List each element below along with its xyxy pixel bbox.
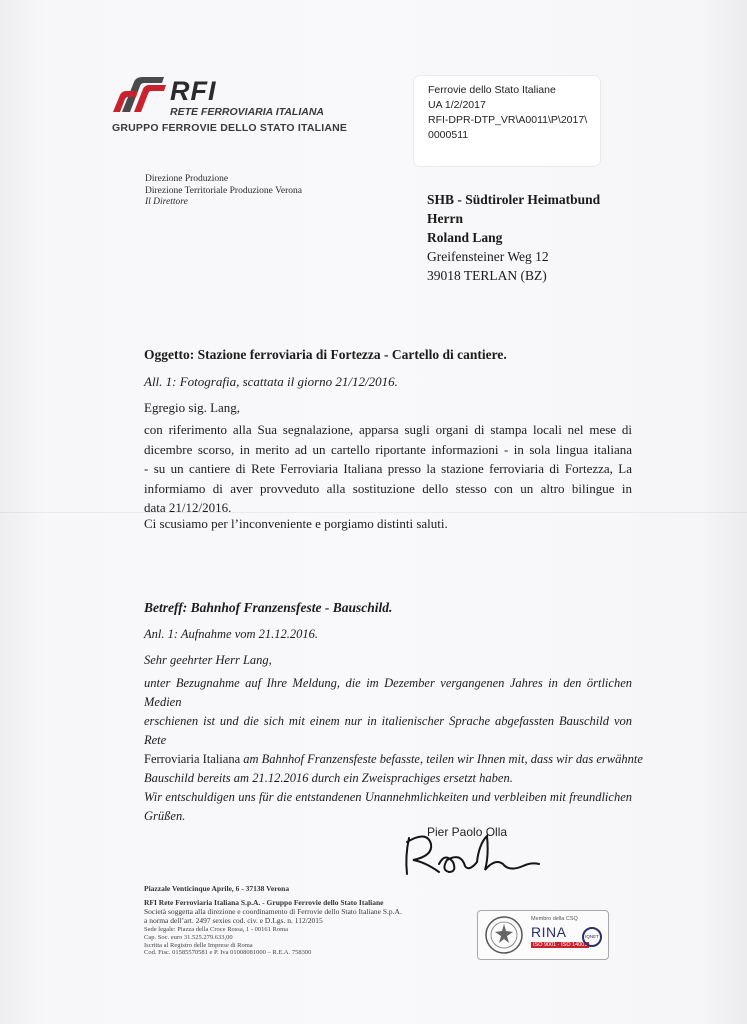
recipient-org: SHB - Südtiroler Heimatbund: [427, 192, 601, 207]
iqnet-icon: IQNET: [582, 927, 602, 947]
footer-tax: Cod. Fisc. 01585570581 e P. Iva 01008081000 – R.E.A. 758300: [144, 949, 312, 957]
recipient-name: Roland Lang: [427, 230, 503, 245]
certification-badge: [477, 910, 609, 960]
german-greeting: Sehr geehrter Herr Lang,: [144, 653, 272, 667]
footer-register: Iscritta al Registro delle Imprese di Roma: [144, 941, 253, 949]
german-org-name: Ferroviaria Italiana: [144, 752, 241, 766]
certification-iso: ISO 9001 · ISO 14001: [533, 942, 588, 948]
footer-company: RFI Rete Ferroviaria Italiana S.p.A. - Gruppo Ferrovie dello Stato Italiane: [144, 898, 384, 907]
recipient-city: 39018 TERLAN (BZ): [427, 268, 547, 283]
italian-attachment: All. 1: Fotografia, scattata il giorno 21/12/2016.: [144, 374, 398, 389]
footer-legal-line: Società soggetta alla direzione e coordinamento di Ferrovie dello Stato Italiane S.p.A.: [144, 907, 402, 916]
footer-registration-block: [144, 926, 311, 957]
footer-legal-line: a norma dell’art. 2497 sexies cod. civ. e D.Lgs. n. 112/2015: [144, 916, 323, 925]
recipient-block: [427, 190, 600, 285]
certification-name: RINA: [531, 924, 567, 940]
german-subject: Betreff: Bahnhof Franzensfeste - Bauschild.: [144, 600, 393, 615]
german-body-line: erschienen ist und die sich mit einem nur in italienischer Sprache abgefassten Bauschild von Rete: [144, 714, 632, 747]
footer-seat: Sede legale: Piazza della Croce Rossa, 1 - 00161 Roma: [144, 926, 289, 933]
protocol-org: Ferrovie dello Stato Italiane: [428, 84, 556, 96]
german-body-line: unter Bezugnahme auf Ihre Meldung, die im Dezember vergangenen Jahres in den örtlichen Medien: [144, 676, 632, 709]
footer-company-block: [144, 898, 402, 925]
italian-closing: Ci scusiamo per l’inconveniente e porgiamo distinti saluti.: [144, 516, 448, 531]
german-body: [144, 674, 643, 826]
protocol-ref: RFI-DPR-DTP_VR\A0011\P\2017\: [428, 114, 588, 126]
logo-wordmark: RFI: [170, 76, 217, 106]
italian-body: [144, 420, 632, 518]
sender-subdept: Direzione Territoriale Produzione Verona: [145, 185, 302, 196]
italian-subject: Oggetto: Stazione ferroviaria di Fortezza - Cartello di cantiere.: [144, 347, 507, 362]
sender-role: Il Direttore: [145, 197, 188, 207]
italian-body-line: con riferimento alla Sua segnalazione, apparsa sugli organi di stampa locali nel mese di: [144, 422, 632, 437]
german-body-line: Grüßen.: [144, 809, 186, 823]
recipient-street: Greifensteiner Weg 12: [427, 249, 549, 264]
logo-tagline: RETE FERROVIARIA ITALIANA: [170, 106, 324, 118]
logo-group-name: GRUPPO FERROVIE DELLO STATO ITALIANE: [112, 122, 348, 134]
signatory-name: Pier Paolo Olla: [427, 825, 508, 839]
german-attachment: Anl. 1: Aufnahme vom 21.12.2016.: [144, 627, 319, 641]
german-body-line: Wir entschuldigen uns für die entstandenen Unannehmlichkeiten und verbleiben mit freundlichen: [144, 790, 632, 804]
italian-body-line: dicembre scorso, in merito ad un cartello riportante informazioni - in sola lingua italiana: [144, 441, 632, 457]
handwritten-signature: [395, 822, 545, 882]
rfi-logo-icon: [112, 74, 168, 114]
protocol-date: UA 1/2/2017: [428, 99, 486, 111]
german-body-line: [144, 750, 643, 769]
recipient-salutation: Herrn: [427, 211, 463, 226]
protocol-stamp: [414, 76, 600, 166]
italian-body-line: - su un cantiere di Rete Ferroviaria Italiana presso la stazione ferroviaria di Fortezza, La: [144, 461, 632, 476]
sender-block: [145, 174, 302, 209]
protocol-number: 0000511: [428, 129, 469, 141]
italian-body-line: data 21/12/2016.: [144, 500, 232, 515]
german-body-line: Bauschild bereits am 21.12.2016 durch ein Zweisprachiges ersetzt haben.: [144, 771, 513, 785]
german-body-text: am Bahnhof Franzensfeste befasste, teilen wir Ihnen mit, dass wir das erwähnte: [240, 752, 643, 766]
footer-capital: Cap. Soc. euro 31.525.279.633,00: [144, 933, 233, 941]
sender-dept: Direzione Produzione: [145, 174, 229, 184]
footer-address: Piazzale Venticinque Aprile, 6 - 37138 Verona: [144, 884, 290, 893]
rina-seal-icon: [482, 914, 526, 956]
italian-body-line: informiamo di aver provveduto alla sostituzione dello stesso con un altro bilingue in: [144, 480, 632, 496]
certification-member: Membro della CSQ: [531, 916, 578, 922]
italian-greeting: Egregio sig. Lang,: [144, 400, 241, 415]
